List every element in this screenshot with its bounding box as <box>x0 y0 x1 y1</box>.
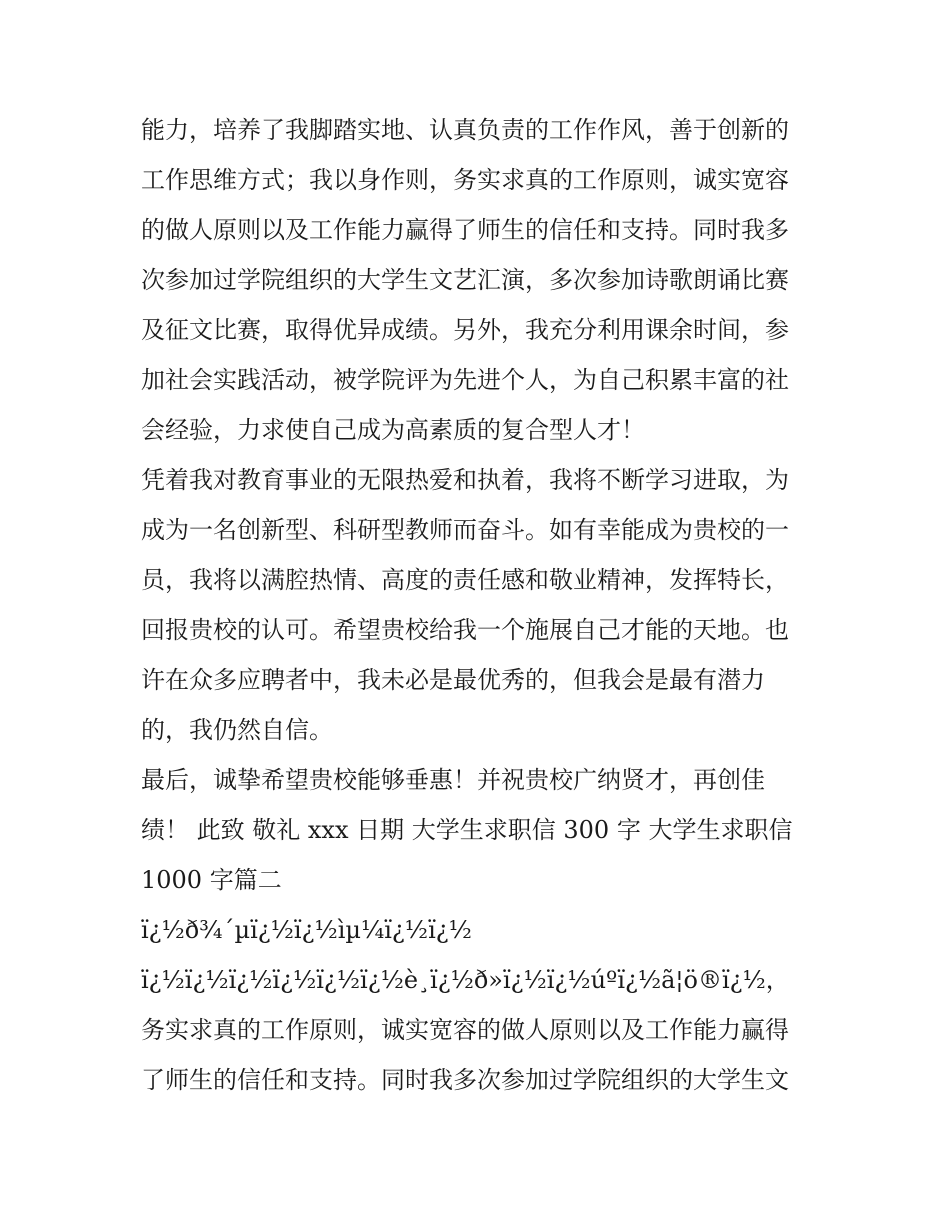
text-line-6: 加社会实践活动，被学院评为先进个人，为自己积累丰富的社 <box>141 366 789 394</box>
text-line-14: 最后，诚挚希望贵校能够垂惠！并祝贵校广纳贤才，再创佳 <box>141 766 765 794</box>
text-line-9: 成为一名创新型、科研型教师而奋斗。如有幸能成为贵校的一 <box>141 516 789 544</box>
body-text <box>141 105 821 1105</box>
text-line-12: 许在众多应聘者中，我未必是最优秀的，但我会是最有潜力 <box>141 666 765 694</box>
text-line-18: ï¿½ï¿½ï¿½ï¿½ï¿½ï¿½è¸ï¿½ð»ï¿½ï¿½úºï¿½ã¦ö®ï¿½， <box>141 966 790 994</box>
text-line-3: 的做人原则以及工作能力赢得了师生的信任和支持。同时我多 <box>141 216 789 244</box>
text-line-17: ï¿½ð¾´µï¿½ï¿½ìµ¼ï¿½ï¿½ <box>141 916 472 944</box>
text-line-10: 员，我将以满腔热情、高度的责任感和敬业精神，发挥特长， <box>141 566 789 594</box>
text-line-16: 1000 字篇二 <box>141 866 282 894</box>
text-line-8: 凭着我对教育事业的无限热爱和执着，我将不断学习进取，为 <box>141 466 789 494</box>
text-line-13: 的，我仍然自信。 <box>141 716 333 744</box>
text-line-19: 务实求真的工作原则，诚实宽容的做人原则以及工作能力赢得 <box>141 1016 789 1044</box>
text-line-1: 能力，培养了我脚踏实地、认真负责的工作作风，善于创新的 <box>141 116 789 144</box>
text-line-4: 次参加过学院组织的大学生文艺汇演，多次参加诗歌朗诵比赛 <box>141 266 789 294</box>
text-line-5: 及征文比赛，取得优异成绩。另外，我充分利用课余时间，参 <box>141 316 789 344</box>
text-line-11: 回报贵校的认可。希望贵校给我一个施展自己才能的天地。也 <box>141 616 789 644</box>
text-line-20: 了师生的信任和支持。同时我多次参加过学院组织的大学生文 <box>141 1066 789 1094</box>
text-line-7: 会经验，力求使自己成为高素质的复合型人才！ <box>141 416 645 444</box>
text-line-15: 绩！ 此致 敬礼 xxx 日期 大学生求职信 300 字 大学生求职信 <box>141 816 793 844</box>
text-line-2: 工作思维方式；我以身作则，务实求真的工作原则，诚实宽容 <box>141 166 789 194</box>
